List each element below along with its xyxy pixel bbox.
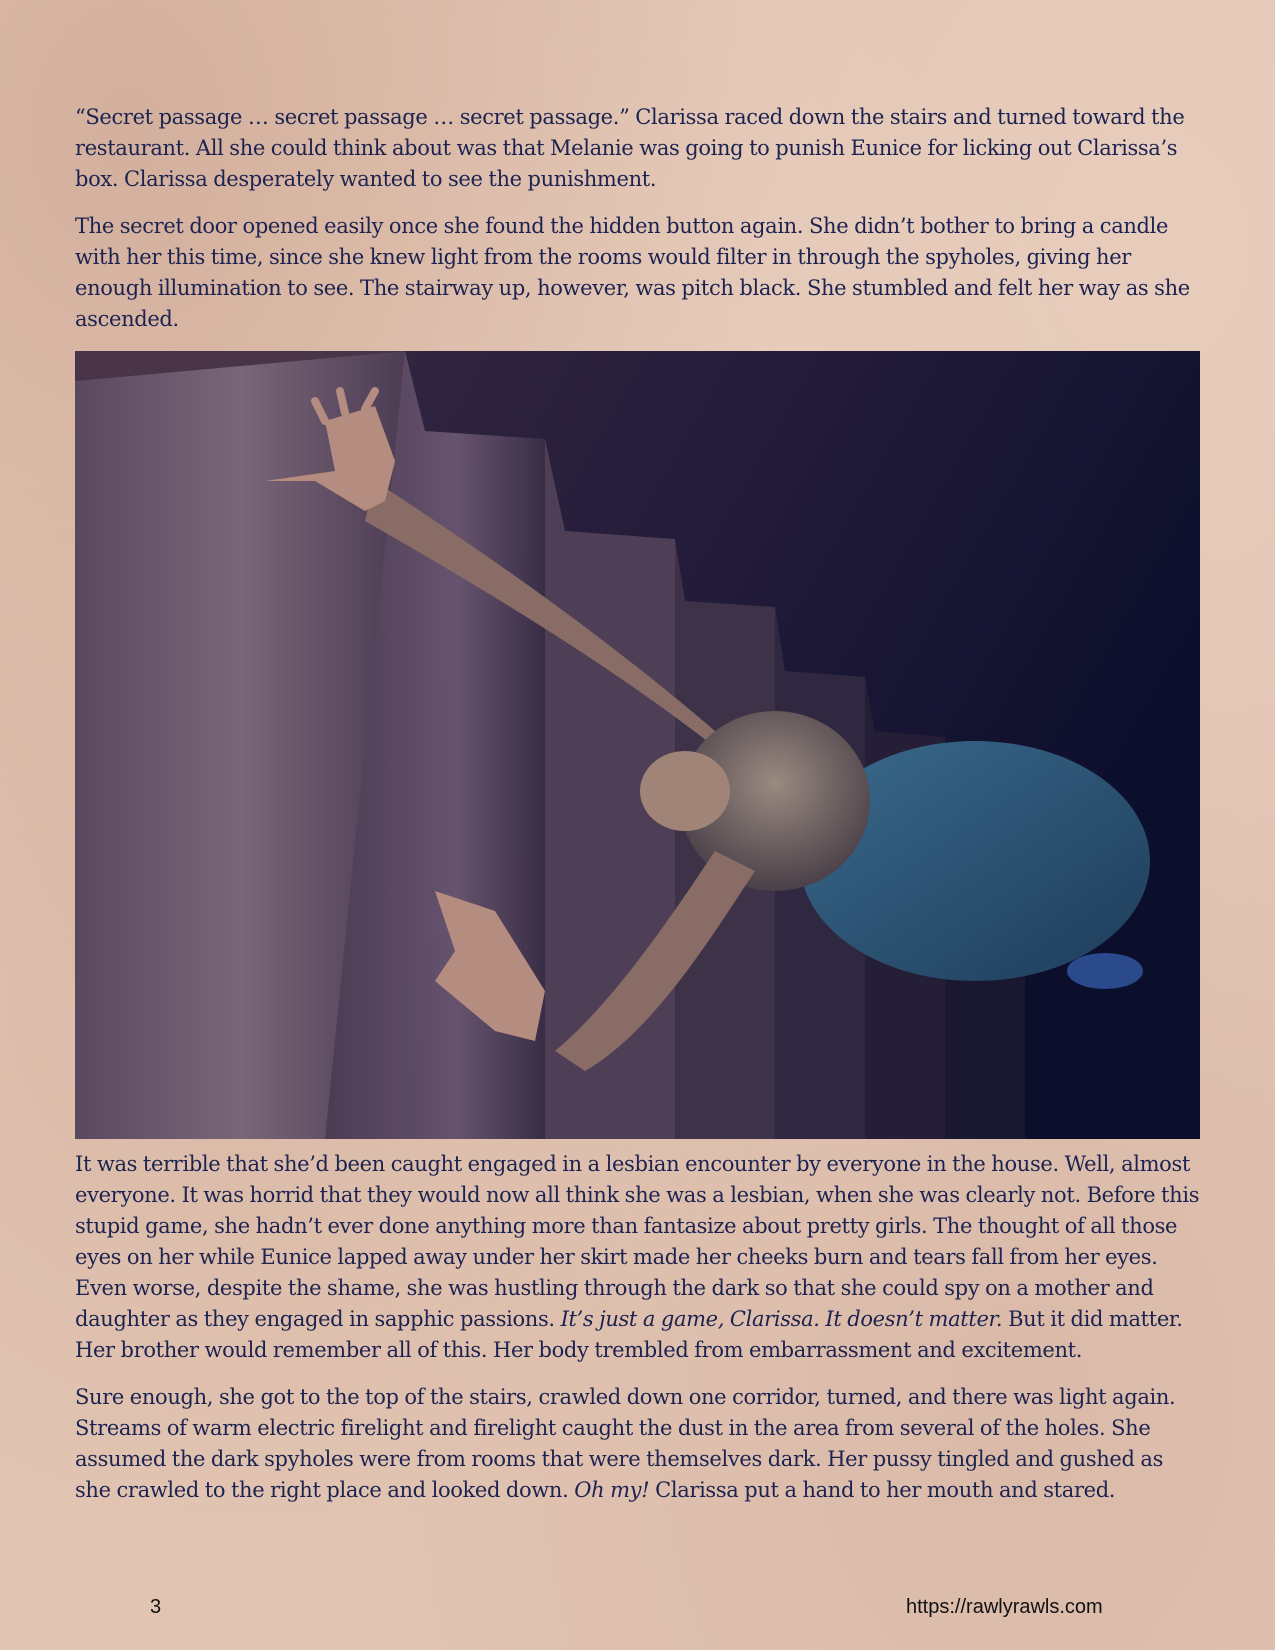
paragraph-4-italic: Oh my! bbox=[574, 1478, 650, 1502]
paragraph-3-text-b: But it did matter. Her brother would remember all of this. Her body trembled from embarrassment and excitement. bbox=[75, 1307, 1183, 1362]
stairway-illustration bbox=[75, 351, 1200, 1139]
page-content bbox=[75, 102, 1200, 1522]
paragraph-3 bbox=[75, 1149, 1200, 1366]
paragraph-2: The secret door opened easily once she found the hidden button again. She didn’t bother to bring a candle with her this time, since she knew light from the rooms would filter in through the spyholes, giving her enough illumination to see. The stairway up, however, was pitch black. She stumbled and felt her way as she ascended. bbox=[75, 214, 1190, 331]
paragraph-4-text-b: Clarissa put a hand to her mouth and stared. bbox=[649, 1478, 1116, 1502]
paragraph-3-text-a: It was terrible that she’d been caught engaged in a lesbian encounter by everyone in the house. Well, almost everyone. It was horrid that they would now all think she was a lesbian, when she was clearly not. Before this stupid game, she hadn’t ever done anything more than fantasize about pretty girls. The thought of all those eyes on her while Eunice lapped away under her skirt made her cheeks burn and tears fall from her eyes. Even worse, despite the shame, she was hustling through the dark so that she could spy on a mother and daughter as they engaged in sapphic passions. bbox=[75, 1152, 1200, 1331]
paragraph-1: “Secret passage … secret passage … secret passage.” Clarissa raced down the stairs and turned toward the restaurant. All she could think about was that Melanie was going to punish Eunice for licking out Clarissa’s box. Clarissa desperately wanted to see the punishment. bbox=[75, 105, 1185, 191]
paragraph-4-text-a: Sure enough, she got to the top of the stairs, crawled down one corridor, turned, and there was light again. Streams of warm electric firelight and firelight caught the dust in the area from several of the holes. She assumed the dark spyholes were from rooms that were themselves dark. Her pussy tingled and gushed as she crawled to the right place and looked down. bbox=[75, 1385, 1176, 1502]
footer-link[interactable]: https://rawlyrawls.com bbox=[906, 1596, 1103, 1618]
page-number: 3 bbox=[150, 1596, 162, 1618]
paragraph-4 bbox=[75, 1382, 1200, 1506]
paragraph-3-italic: It’s just a game, Clarissa. It doesn’t matter. bbox=[560, 1307, 1003, 1331]
